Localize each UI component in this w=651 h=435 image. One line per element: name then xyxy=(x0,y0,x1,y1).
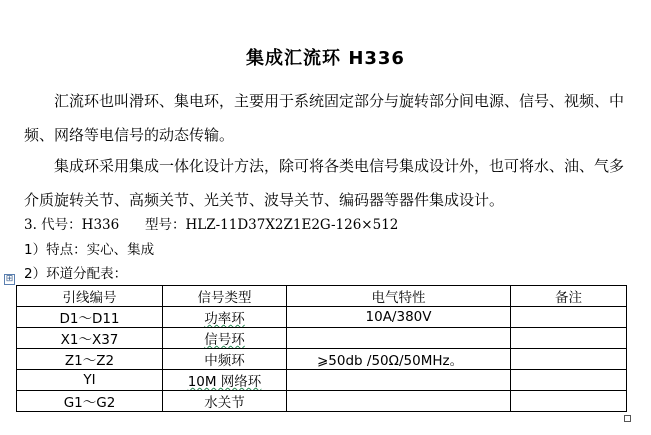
table-row xyxy=(17,370,627,391)
table-row xyxy=(17,391,627,412)
cell-signal: 10M 网络环 xyxy=(163,370,287,391)
table-row xyxy=(17,307,627,328)
cell-lead: G1～G2 xyxy=(17,391,163,412)
table-header-row xyxy=(17,286,627,307)
cell-remarks xyxy=(511,307,627,328)
cell-signal: 水关节 xyxy=(163,391,287,412)
header-remarks: 备注 xyxy=(511,286,627,307)
table-caption: 2）环道分配表： xyxy=(24,266,128,282)
cell-lead: D1～D11 xyxy=(17,307,163,328)
cell-remarks xyxy=(511,370,627,391)
cell-electrical xyxy=(287,328,511,349)
header-signal-type: 信号类型 xyxy=(163,286,287,307)
header-electrical: 电气特性 xyxy=(287,286,511,307)
cell-remarks xyxy=(511,391,627,412)
table-row xyxy=(17,328,627,349)
code-model-line: 3. 代号：H336 型号：HLZ-11D37X2Z1E2G-126×512 xyxy=(24,217,399,233)
cell-signal: 中频环 xyxy=(163,349,287,370)
cell-electrical xyxy=(287,391,511,412)
cell-signal: 信号环 xyxy=(163,328,287,349)
cell-signal: 功率环 xyxy=(163,307,287,328)
table-row xyxy=(17,349,627,370)
cell-electrical xyxy=(287,370,511,391)
cell-lead: X1～X37 xyxy=(17,328,163,349)
cell-electrical: ⩾50db /50Ω/50MHz。 xyxy=(287,349,511,370)
document-title: 集成汇流环 H336 xyxy=(246,48,405,69)
cell-remarks xyxy=(511,349,627,370)
feature-line: 1）特点：实心、集成 xyxy=(24,242,155,258)
ring-allocation-table xyxy=(16,285,627,412)
table-move-handle-icon[interactable]: ⊞ xyxy=(5,274,14,284)
cell-remarks xyxy=(511,328,627,349)
table-resize-handle[interactable] xyxy=(624,415,631,422)
paragraph-intro: 汇流环也叫滑环、集电环，主要用于系统固定部分与旋转部分间电源、信号、视频、中频、网络等电信号的动态传输。 xyxy=(24,92,625,144)
paragraph-integration: 集成环采用集成一体化设计方法，除可将各类电信号集成设计外，也可将水、油、气多介质旋转关节、高频关节、光关节、波导关节、编码器等器件集成设计。 xyxy=(24,157,625,209)
header-lead-number: 引线编号 xyxy=(17,286,163,307)
cell-lead: YI xyxy=(17,370,163,391)
cell-lead: Z1～Z2 xyxy=(17,349,163,370)
cell-electrical: 10A/380V xyxy=(287,307,511,328)
